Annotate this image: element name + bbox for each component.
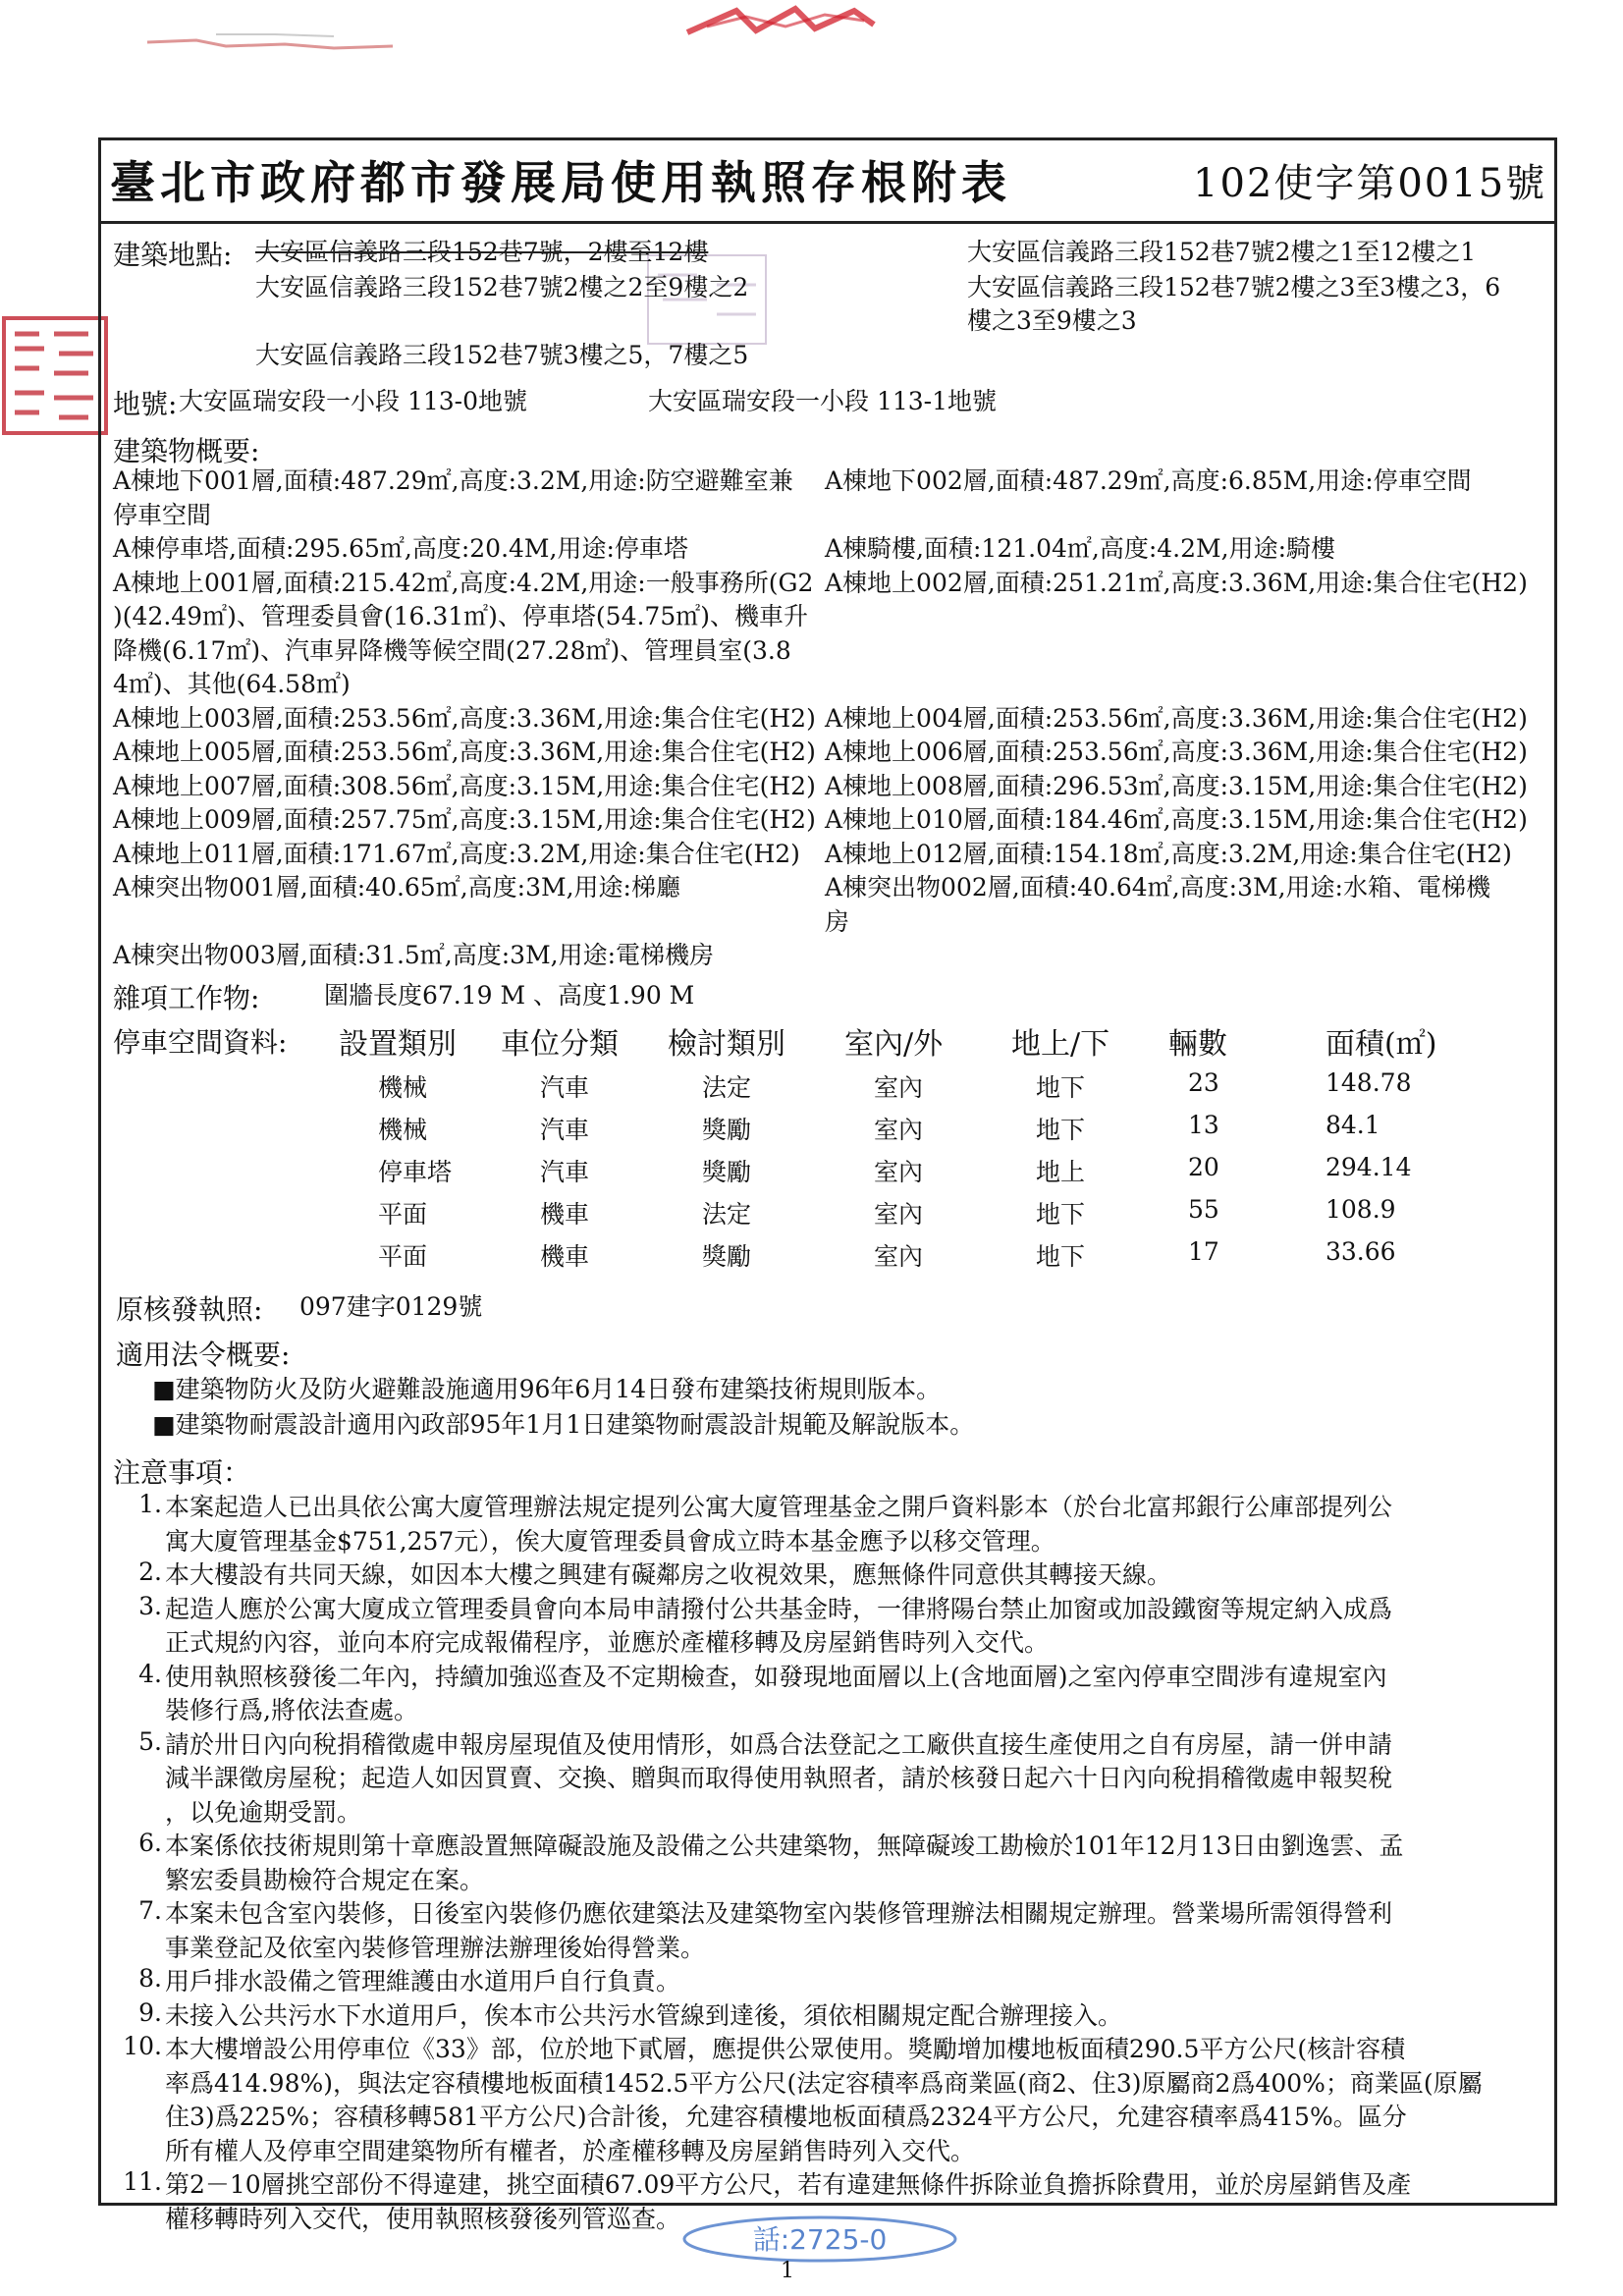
building-summary-item: A棟地上005層,面積:253.56㎡,高度:3.36M,用途:集合住宅(H2) [113,738,816,766]
parking-header-cell: 設置類別 [339,1027,457,1062]
building-summary-item: A棟突出物002層,面積:40.64㎡,高度:3M,用途:水箱、電梯機 [825,873,1490,902]
note-number: 7. [138,1896,162,1925]
misc-works-label: 雜項工作物: [113,982,260,1014]
note-number: 2. [138,1558,162,1586]
parking-cell: 20 [1188,1153,1219,1181]
lot-number-1: 大安區瑞安段一小段 113-0地號 [179,387,528,415]
building-summary-item: A棟地下002層,面積:487.29㎡,高度:6.85M,用途:停車空間 [825,466,1472,495]
law-item-1: ■建築物防火及防火避難設施適用96年6月14日發布建築技術規則版本。 [152,1375,942,1403]
note-line: 事業登記及依室內裝修管理辦法辦理後始得營業。 [165,1933,706,1962]
red-stamp-top [677,5,884,38]
note-line: 率爲414.98%)，與法定容積樓地板面積1452.5平方公尺(法定容積率爲商業區(商2、住3)原屬商2爲400%；商業區(原屬 [165,2068,1483,2098]
building-summary-item: A棟地上007層,面積:308.56㎡,高度:3.15M,用途:集合住宅(H2) [113,771,816,800]
building-summary-item: A棟騎樓,面積:121.04㎡,高度:4.2M,用途:騎樓 [825,534,1335,563]
building-summary-item: 4㎡)、其他(64.58㎡) [113,670,351,698]
note-line: ，以免逾期受罰。 [165,1797,362,1827]
parking-cell: 機車 [540,1242,590,1271]
building-summary-item: 房 [825,906,850,936]
document-title: 臺北市政府都市發展局使用執照存根附表 [110,156,1011,209]
header-divider [98,221,1554,224]
parking-header-cell: 面積(㎡) [1325,1027,1437,1062]
original-permit-label: 原核發執照: [116,1293,263,1326]
parking-cell: 汽車 [540,1073,590,1102]
parking-cell: 獎勵 [702,1242,752,1271]
note-line: 所有權人及停車空間建築物所有權者，於產權移轉及房屋銷售時列入交代。 [165,2136,976,2165]
original-permit-value: 097建字0129號 [299,1292,483,1321]
note-number: 6. [138,1829,162,1857]
note-number: 9. [138,1997,162,2027]
building-summary-item: A棟突出物003層,面積:31.5㎡,高度:3M,用途:電梯機房 [113,941,715,969]
parking-cell: 平面 [378,1242,428,1271]
parking-cell: 33.66 [1325,1237,1396,1266]
site-address-right-1: 大安區信義路三段152巷7號2樓之1至12樓之1 [967,238,1477,266]
note-line: 起造人應於公寓大廈成立管理委員會向本局申請撥付公共基金時，一律將陽台禁止加窗或加設鐵窗等規定納入成爲 [165,1594,1393,1623]
parking-cell: 地下 [1036,1073,1086,1102]
parking-cell: 法定 [702,1200,752,1229]
parking-cell: 室內 [874,1158,924,1186]
parking-cell: 148.78 [1325,1068,1412,1097]
blue-stamp-bottom [677,2212,962,2267]
note-line: 本大樓設有共同天線，如因本大樓之興建有礙鄰房之收視效果，應無條件同意供其轉接天線。 [165,1560,1172,1589]
laws-label: 適用法令概要: [116,1339,291,1371]
red-seal-left [0,314,110,437]
note-line: 減半課徵房屋稅；起造人如因買賣、交換、贈與而取得使用執照者，請於核發日起六十日內向稅捐稽徵處申報契稅 [165,1764,1393,1792]
parking-cell: 地下 [1036,1242,1086,1271]
parking-cell: 室內 [874,1116,924,1144]
parking-cell: 機械 [378,1116,428,1144]
note-line: 使用執照核發後二年內，持續加強巡查及不定期檢查，如發現地面層以上(含地面層)之室內停車空間涉有違規室內 [165,1662,1387,1691]
note-line: 用戶排水設備之管理維護由水道用戶自行負責。 [165,1967,681,1995]
building-summary-item: A棟地上012層,面積:154.18㎡,高度:3.2M,用途:集合住宅(H2) [825,839,1512,868]
lot-number-2: 大安區瑞安段一小段 113-1地號 [648,387,998,415]
permit-number: 102使字第0015號 [1193,161,1547,206]
parking-cell: 法定 [702,1073,752,1102]
note-number: 10. [123,2032,162,2060]
note-line: 第2－10層挑空部份不得違建，挑空面積67.09平方公尺，若有違建無條件拆除並負擔拆除費用，並於房屋銷售及產 [165,2170,1412,2199]
parking-header-cell: 車位分類 [501,1027,619,1062]
parking-label: 停車空間資料: [113,1026,288,1059]
parking-cell: 機車 [540,1200,590,1229]
parking-cell: 室內 [874,1242,924,1271]
parking-cell: 84.1 [1325,1111,1380,1139]
site-address-right-2: 大安區信義路三段152巷7號2樓之3至3樓之3，6 [967,273,1501,301]
parking-cell: 停車塔 [378,1158,453,1186]
site-address-2: 大安區信義路三段152巷7號2樓之2至9樓之2 [255,273,749,301]
building-summary-item: A棟地上003層,面積:253.56㎡,高度:3.36M,用途:集合住宅(H2) [113,703,816,733]
parking-cell: 地下 [1036,1200,1086,1229]
site-address-3: 大安區信義路三段152巷7號3樓之5，7樓之5 [255,341,749,369]
building-summary-item: A棟地上011層,面積:171.67㎡,高度:3.2M,用途:集合住宅(H2) [113,839,800,868]
page-number: 1 [781,2259,794,2283]
building-summary-item: A棟地上002層,面積:251.21㎡,高度:3.36M,用途:集合住宅(H2) [825,568,1528,597]
note-number: 1. [138,1490,162,1518]
parking-cell: 汽車 [540,1116,590,1144]
building-summary-item: A棟突出物001層,面積:40.65㎡,高度:3M,用途:梯廳 [113,873,680,902]
parking-cell: 地下 [1036,1116,1086,1144]
parking-cell: 獎勵 [702,1158,752,1186]
parking-cell: 13 [1188,1111,1219,1139]
parking-cell: 地上 [1036,1158,1086,1186]
note-line: 請於卅日內向稅捐稽徵處申報房屋現值及使用情形，如爲合法登記之工廠供直接生產使用之自有房屋，請一併申請 [165,1729,1393,1759]
stamp-bottom-text: 話:2725-0 [752,2223,888,2256]
note-number: 4. [138,1659,162,1688]
building-summary-label: 建築物概要: [113,435,260,467]
building-summary-item: A棟地上006層,面積:253.56㎡,高度:3.36M,用途:集合住宅(H2) [825,738,1528,766]
building-summary-item: A棟地上010層,面積:184.46㎡,高度:3.15M,用途:集合住宅(H2) [825,805,1528,834]
parking-cell: 17 [1188,1237,1219,1266]
parking-cell: 294.14 [1325,1153,1412,1181]
site-address-struck: 大安區信義路三段152巷7號，2樓至12樓 [255,238,709,266]
building-summary-item: 停車空間 [113,500,212,529]
parking-cell: 55 [1188,1195,1219,1224]
building-summary-item: A棟地下001層,面積:487.29㎡,高度:3.2M,用途:防空避難室兼 [113,466,793,495]
building-summary-item: A棟停車塔,面積:295.65㎡,高度:20.4M,用途:停車塔 [113,534,688,563]
building-summary-item: A棟地上001層,面積:215.42㎡,高度:4.2M,用途:一般事務所(G2 [113,568,814,597]
note-line: 正式規約內容，並向本府完成報備程序，並應於產權移轉及房屋銷售時列入交代。 [165,1628,1050,1657]
parking-cell: 108.9 [1325,1195,1396,1224]
parking-cell: 獎勵 [702,1116,752,1144]
parking-cell: 室內 [874,1073,924,1102]
building-summary-item: 降機(6.17㎡)、汽車昇降機等候空間(27.28㎡)、管理員室(3.8 [113,635,791,665]
note-line: 裝修行爲,將依法查處。 [165,1696,418,1724]
misc-works-value: 圍牆長度67.19 M 、高度1.90 M [324,981,695,1010]
parking-header-cell: 檢討類別 [668,1027,785,1062]
parking-cell: 汽車 [540,1158,590,1186]
parking-cell: 室內 [874,1200,924,1229]
building-summary-item: A棟地上008層,面積:296.53㎡,高度:3.15M,用途:集合住宅(H2) [825,771,1528,800]
note-line: 本案起造人已出具依公寓大廈管理辦法規定提列公寓大廈管理基金之開戶資料影本（於台北富邦銀行公庫部提列公 [165,1493,1393,1521]
note-number: 5. [138,1726,162,1756]
note-line: 本案係依技術規則第十章應設置無障礙設施及設備之公共建築物，無障礙竣工勘檢於101年12月13日由劉逸雲、孟 [165,1831,1404,1860]
building-summary-item: )(42.49㎡)、管理委員會(16.31㎡)、停車塔(54.75㎡)、機車升 [113,602,808,630]
parking-cell: 23 [1188,1068,1219,1097]
note-line: 本大樓增設公用停車位《33》部，位於地下貳層，應提供公眾使用。獎勵增加樓地板面積290.5平方公尺(核計容積 [165,2035,1406,2063]
note-line: 住3)爲225%；容積移轉581平方公尺)合計後，允建容積樓地板面積爲2324平方公尺，允建容積率爲415%。區分 [165,2103,1407,2131]
building-summary-item: A棟地上009層,面積:257.75㎡,高度:3.15M,用途:集合住宅(H2) [113,805,816,834]
note-line: 未接入公共污水下水道用戶，俟本市公共污水管線到達後，須依相關規定配合辦理接入。 [165,2000,1123,2030]
note-line: 權移轉時列入交代，使用執照核發後列管巡查。 [165,2204,681,2233]
note-line: 繁宏委員勘檢符合規定在案。 [165,1865,485,1894]
parking-cell: 機械 [378,1073,428,1102]
note-line: 本案未包含室內裝修，日後室內裝修仍應依建築法及建築物室內裝修管理辦法相關規定辦理。營業場所需領得營利 [165,1899,1393,1928]
faded-stamp-mark [137,25,432,54]
site-label: 建築地點: [113,239,233,271]
lot-label: 地號: [113,388,178,420]
site-address-right-3: 樓之3至9樓之3 [967,306,1137,335]
note-number: 3. [138,1591,162,1620]
parking-header-cell: 地上/下 [1011,1027,1110,1062]
parking-header-cell: 輛數 [1168,1027,1227,1062]
note-number: 11. [123,2167,162,2196]
note-line: 寓大廈管理基金$751,257元），俟大廈管理委員會成立時本基金應予以移交管理。 [165,1526,1055,1556]
parking-cell: 平面 [378,1200,428,1229]
notes-label: 注意事項： [113,1456,251,1489]
building-summary-item: A棟地上004層,面積:253.56㎡,高度:3.36M,用途:集合住宅(H2) [825,703,1528,733]
note-number: 8. [138,1964,162,1993]
law-item-2: ■建築物耐震設計適用內政部95年1月1日建築物耐震設計規範及解說版本。 [152,1410,975,1439]
parking-header-cell: 室內/外 [844,1027,944,1062]
